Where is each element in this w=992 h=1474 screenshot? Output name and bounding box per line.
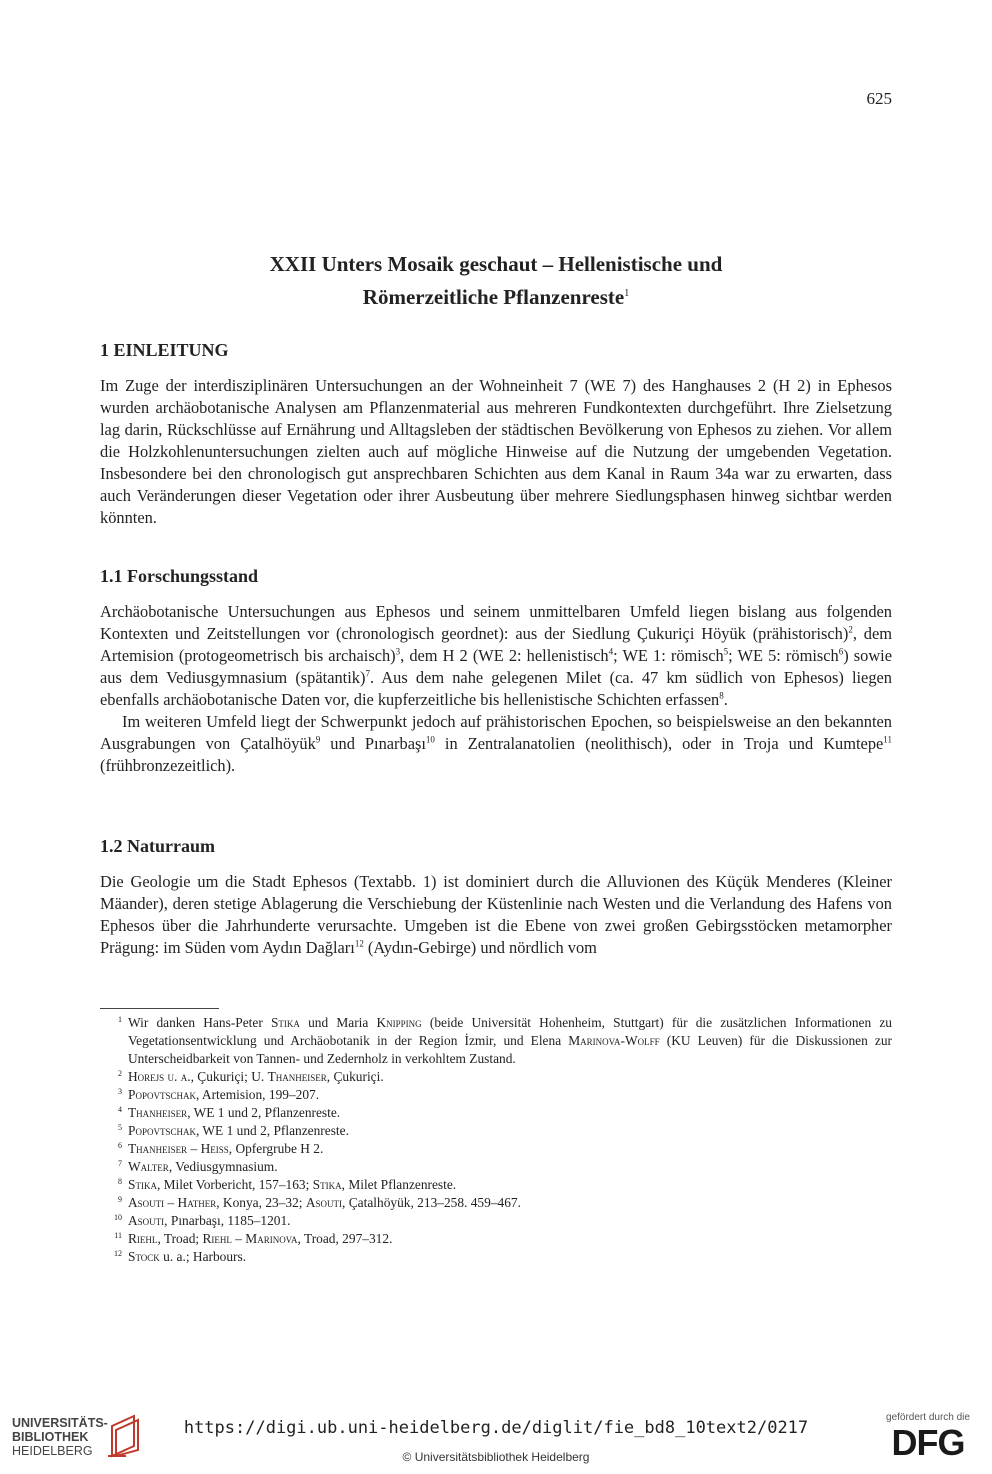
footnote-ref[interactable]: 9 — [315, 734, 321, 745]
footnote-ref[interactable]: 5 — [723, 646, 729, 657]
footnote-ref[interactable]: 7 — [365, 668, 370, 679]
permalink-url[interactable]: https://digi.ub.uni-heidelberg.de/diglit/fie_bd8_10text2/0217 — [183, 1418, 809, 1438]
footnote-ref[interactable]: 12 — [354, 938, 364, 949]
funding-label: gefördert durch die — [886, 1412, 970, 1423]
footnote-ref[interactable]: 1 — [624, 288, 630, 299]
footnote: 3 Popovtschak, Artemision, 199–207. — [118, 1087, 320, 1102]
library-name-line2: BIBLIOTHEK — [12, 1430, 89, 1444]
footnote: 2 Horejs u. a., Çukuriçi; U. Thanheiser, Çukuriçi. — [118, 1069, 384, 1084]
footnote: 11 Riehl, Troad; Riehl – Marinova, Troad, 297–312. — [114, 1231, 393, 1246]
footnote-divider — [100, 1008, 219, 1009]
footnotes — [100, 1014, 892, 1266]
footnote-ref[interactable]: 4 — [608, 646, 614, 657]
section-heading-einleitung: 1 EINLEITUNG — [100, 340, 229, 360]
section-text-naturraum — [100, 871, 892, 959]
section-text-einleitung — [100, 375, 892, 529]
paragraph: Archäobotanische Untersuchungen aus Ephesos und seinem unmittelbaren Umfeld liegen bislang aus folgenden Kontexten und Zeitstellungen vor (chronologisch geordnet): aus der Siedlung Çukuriçi Höyük (prähistorisch)$^2$, dem Artemision (protogeometrisch bis archaisch)$^3$, dem H 2 (WE 2: hellenistisch$^4$; WE 1: römisch$^5$; WE 5: römisch$^6$) sowie aus dem Vediusgymnasium (spätantik)$^7$. Aus dem nahe gelegenen Milet (ca. 47 km südlich von Ephesos) liegen ebenfalls archäobotanische Daten vor, die kupferzeitliche bis hellenistische Schichten erfassen$^8$. — [100, 602, 893, 709]
footnote: 10 Asouti, Pınarbaşı, 1185–1201. — [114, 1213, 291, 1228]
dfg-logo: DFG — [891, 1422, 965, 1463]
chapter-title — [0, 250, 992, 312]
copyright-notice: © Universitätsbibliothek Heidelberg — [402, 1450, 590, 1464]
footnote-ref[interactable]: 8 — [719, 690, 724, 701]
footnote: 7 Walter, Vediusgymnasium. — [118, 1159, 278, 1174]
footnote-ref[interactable]: 10 — [425, 734, 435, 745]
footnote: 4 Thanheiser, WE 1 und 2, Pflanzenreste. — [118, 1105, 341, 1120]
chapter-title-line1: XXII Unters Mosaik geschaut – Hellenistische und — [269, 252, 723, 276]
paragraph: Die Geologie um die Stadt Ephesos (Textabb. 1) ist dominiert durch die Alluvionen des Küçük Menderes (Kleiner Mäander), deren stetige Ablagerung die Verschiebung der Küstenlinie nach Westen und die Verlandung des Hafens von Ephesos über die Jahrhunderte verursachte. Umgeben ist die Ebene von zwei großen Gebirgsstöcken metamorpher Prägung: im Süden vom Aydın Dağları$^{12}$ (Aydın-Gebirge) und nördlich vom — [100, 872, 892, 957]
footnote-ref[interactable]: 2 — [848, 624, 853, 635]
footnote-ref[interactable]: 11 — [883, 734, 892, 745]
footnote: 12 Stock u. a.; Harbours. — [114, 1249, 247, 1264]
page-number: 625 — [866, 89, 892, 108]
library-name-line3: HEIDELBERG — [12, 1444, 93, 1458]
dfg-funding[interactable] — [878, 1412, 978, 1463]
footnote: 1 Wir danken Hans-Peter Stika und Maria Knipping (beide Universität Hohenheim, Stuttgart) für die zusätzlichen Informationen zu Vegetationsentwicklung und Archäobotanik in der Region İzmir, und Elena Marinova-Wolff (KU Leuven) für die Diskussionen zur Unterscheidbarkeit von Tannen- und Zedernholz in verkohltem Zustand. — [118, 1015, 893, 1066]
chapter-title-line2: Römerzeitliche Pflanzenreste — [362, 285, 625, 309]
footnote-ref[interactable]: 3 — [395, 646, 401, 657]
paragraph: Im Zuge der interdisziplinären Untersuchungen an der Wohneinheit 7 (WE 7) des Hanghauses 2 (H 2) in Ephesos wurden archäobotanische Analysen am Pflanzenmaterial aus mehreren Fundkontexten durchgeführt. Ihre Zielsetzung lag darin, Rückschlüsse auf Ernährung und Alltagsleben der städtischen Bevölkerung von Ephesos zu ziehen. Vor allem die Holzkohlenuntersuchungen zielten auch auf mögliche Hinweise auf die Nutzung der umgebenden Vegetation. Insbesondere bei den chronologisch gut ansprechbaren Schichten aus dem Kanal in Raum 34a war zu erwarten, dass auch Veränderungen dieser Vegetation oder ihrer Ausbeutung über mehrere Siedlungsphasen hinweg sichtbar werden könnten. — [100, 376, 892, 527]
footnote: 6 Thanheiser – Heiss, Opfergrube H 2. — [118, 1141, 324, 1156]
section-heading-forschungsstand: 1.1 Forschungsstand — [100, 566, 259, 586]
footnote: 9 Asouti – Hather, Konya, 23–32; Asouti, Çatalhöyük, 213–258. 459–467. — [118, 1195, 521, 1210]
footer-bar — [0, 1404, 992, 1474]
library-name-line1: UNIVERSITÄTS- — [12, 1416, 108, 1430]
paragraph: Im weiteren Umfeld liegt der Schwerpunkt jedoch auf prähistorischen Epochen, so beispielsweise an den bekannten Ausgrabungen von Çatalhöyük$^9$ und Pınarbaşı$^{10}$ in Zentralanatolien (neolithisch), oder in Troja und Kumtepe$^{11}$ (frühbronzezeitlich). — [100, 712, 892, 775]
footnote: 5 Popovtschak, WE 1 und 2, Pflanzenreste. — [118, 1123, 349, 1138]
section-heading-naturraum: 1.2 Naturraum — [100, 836, 215, 856]
footnote-ref[interactable]: 6 — [838, 646, 844, 657]
footnote: 8 Stika, Milet Vorbericht, 157–163; Stika, Milet Pflanzenreste. — [118, 1177, 457, 1192]
section-text-forschungsstand — [100, 601, 892, 777]
